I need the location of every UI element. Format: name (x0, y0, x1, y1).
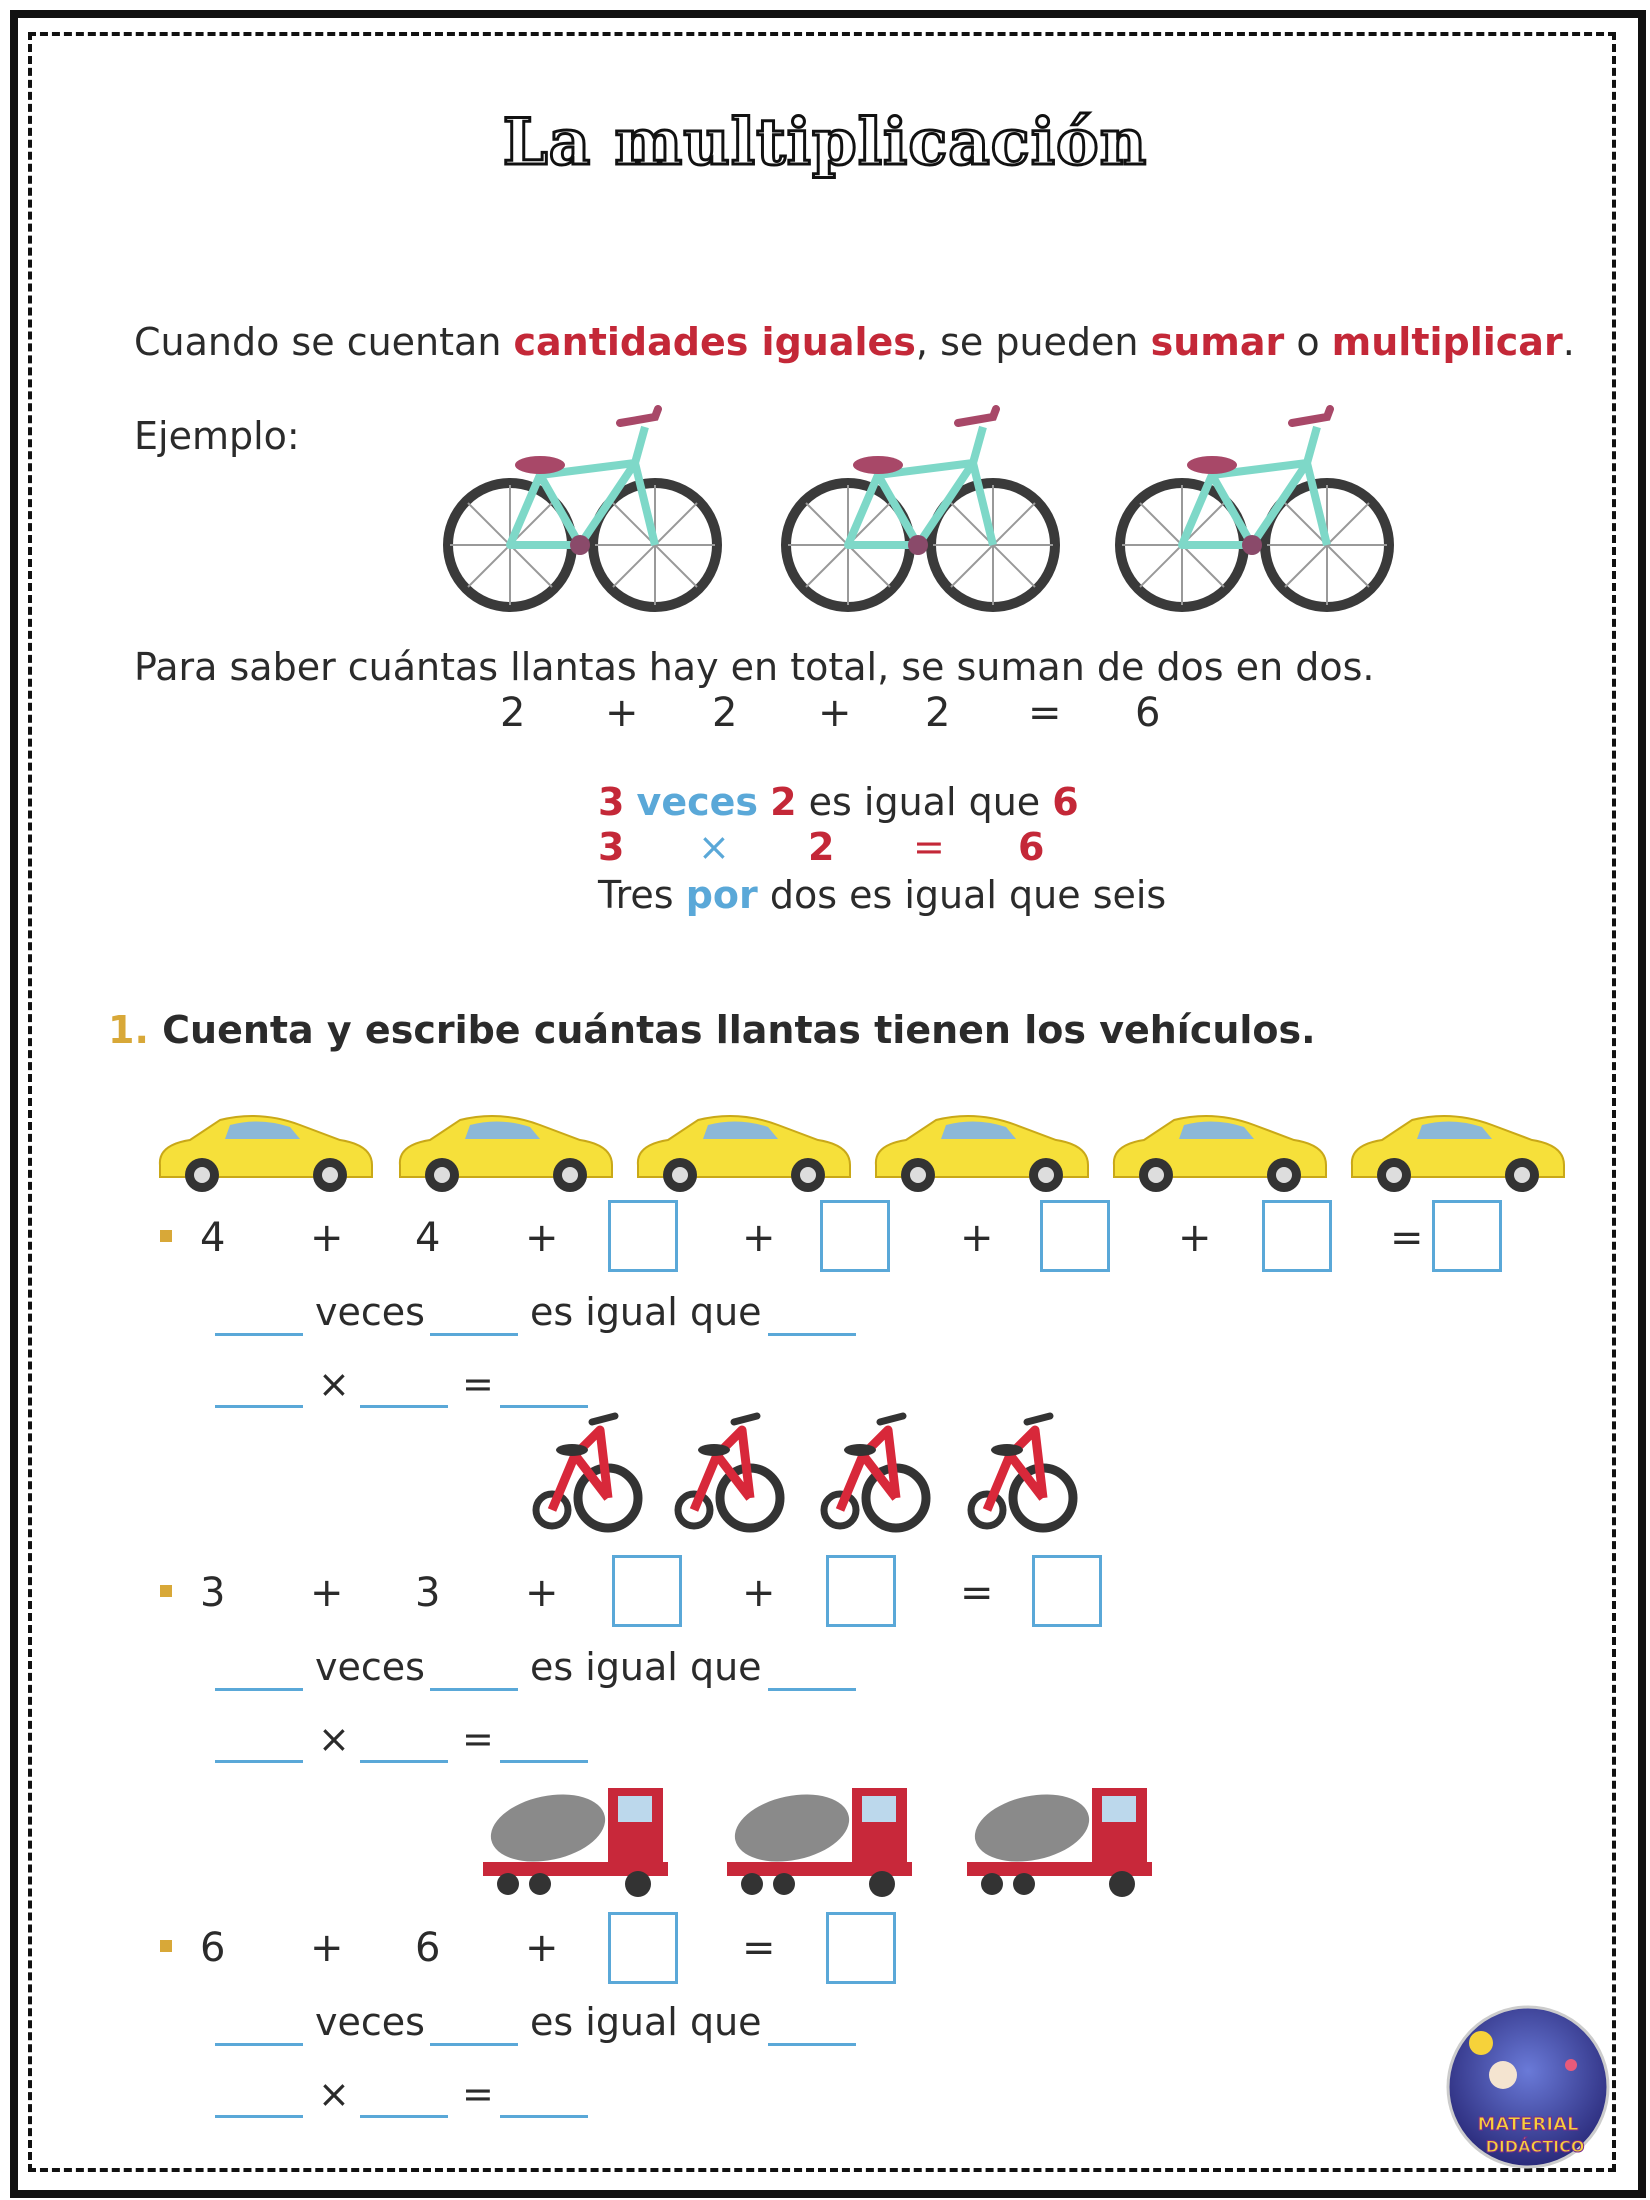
plus-sign: + (525, 1570, 559, 1616)
plus-sign: + (310, 1925, 344, 1971)
answer-box[interactable] (826, 1912, 896, 1984)
car-illustration (628, 1105, 858, 1195)
answer-blank[interactable] (768, 1688, 856, 1691)
sum-term: 2 (712, 690, 738, 736)
answer-blank[interactable] (215, 1333, 303, 1336)
car-illustration (1342, 1105, 1572, 1195)
answer-box[interactable] (612, 1555, 682, 1627)
plus-sign: + (310, 1215, 344, 1261)
plus-sign: + (818, 690, 852, 736)
example-label: Ejemplo: (134, 414, 300, 458)
equals-sign: = (462, 2072, 494, 2116)
answer-blank[interactable] (768, 2043, 856, 2046)
plus-sign: + (605, 690, 639, 736)
equals-sign: = (742, 1925, 776, 1971)
addend: 6 (415, 1925, 441, 1971)
es-igual-que-label: es igual que (530, 1645, 762, 1689)
material-didactico-logo (1443, 2005, 1613, 2170)
car-illustration (1104, 1105, 1334, 1195)
answer-box[interactable] (1032, 1555, 1102, 1627)
exercise-instruction: 1. Cuenta y escribe cuántas llantas tienen los vehículos. (108, 1008, 1316, 1052)
bullet-marker (160, 1940, 172, 1952)
answer-blank[interactable] (215, 1688, 303, 1691)
tricycle-illustration (965, 1410, 1080, 1535)
cement-mixer-truck-illustration (478, 1780, 673, 1900)
car-illustration (150, 1105, 380, 1195)
plus-sign: + (310, 1570, 344, 1616)
answer-blank[interactable] (500, 1405, 588, 1408)
example-sentence: Para saber cuántas llantas hay en total, se suman de dos en dos. (134, 645, 1375, 689)
addend: 6 (200, 1925, 226, 1971)
plus-sign: + (1178, 1215, 1212, 1261)
plus-sign: + (960, 1215, 994, 1261)
answer-blank[interactable] (430, 1333, 518, 1336)
sum-result: 6 (1135, 690, 1161, 736)
answer-blank[interactable] (215, 1760, 303, 1763)
bullet-marker (160, 1585, 172, 1597)
answer-blank[interactable] (430, 2043, 518, 2046)
logo-text: DIDÁCTICO (1485, 2137, 1585, 2156)
sum-term: 2 (500, 690, 526, 736)
answer-box[interactable] (608, 1200, 678, 1272)
addend: 4 (200, 1215, 226, 1261)
equals-sign: = (1390, 1215, 1424, 1261)
intro-sentence: Cuando se cuentan cantidades iguales, se pueden sumar o multiplicar. (134, 320, 1575, 364)
equals-sign: = (960, 1570, 994, 1616)
answer-blank[interactable] (500, 2115, 588, 2118)
car-illustration (866, 1105, 1096, 1195)
bicycle-illustration (1112, 405, 1402, 615)
equals-sign: = (462, 1717, 494, 1761)
addend: 3 (200, 1570, 226, 1616)
answer-blank[interactable] (360, 2115, 448, 2118)
cement-mixer-truck-illustration (962, 1780, 1157, 1900)
car-illustration (390, 1105, 620, 1195)
tricycle-illustration (818, 1410, 933, 1535)
es-igual-que-label: es igual que (530, 2000, 762, 2044)
plus-sign: + (742, 1570, 776, 1616)
tricycle-illustration (530, 1410, 645, 1535)
cement-mixer-truck-illustration (722, 1780, 917, 1900)
answer-blank[interactable] (215, 2115, 303, 2118)
times-sign: × (318, 2072, 350, 2116)
answer-blank[interactable] (360, 1405, 448, 1408)
equals-sign: = (462, 1362, 494, 1406)
tricycle-illustration (672, 1410, 787, 1535)
answer-box[interactable] (1040, 1200, 1110, 1272)
answer-box[interactable] (826, 1555, 896, 1627)
addend: 4 (415, 1215, 441, 1261)
answer-box[interactable] (1432, 1200, 1502, 1272)
answer-blank[interactable] (430, 1688, 518, 1691)
veces-label: veces (315, 1290, 425, 1334)
equals-sign: = (1028, 690, 1062, 736)
addend: 3 (415, 1570, 441, 1616)
plus-sign: + (525, 1215, 559, 1261)
bicycle-illustration (440, 405, 730, 615)
example-words-line: Tres por dos es igual que seis (598, 873, 1167, 917)
answer-box[interactable] (608, 1912, 678, 1984)
answer-box[interactable] (820, 1200, 890, 1272)
veces-label: veces (315, 2000, 425, 2044)
es-igual-que-label: es igual que (530, 1290, 762, 1334)
times-sign: × (318, 1717, 350, 1761)
page-title: La multiplicación (502, 105, 1148, 180)
example-veces-line: 3 veces 2 es igual que 6 (598, 780, 1079, 824)
answer-blank[interactable] (500, 1760, 588, 1763)
times-sign: × (318, 1362, 350, 1406)
veces-label: veces (315, 1645, 425, 1689)
answer-blank[interactable] (215, 2043, 303, 2046)
answer-blank[interactable] (768, 1333, 856, 1336)
plus-sign: + (525, 1925, 559, 1971)
sum-term: 2 (925, 690, 951, 736)
answer-blank[interactable] (360, 1760, 448, 1763)
answer-blank[interactable] (215, 1405, 303, 1408)
answer-box[interactable] (1262, 1200, 1332, 1272)
logo-text: MATERIAL (1477, 2114, 1579, 2135)
plus-sign: + (742, 1215, 776, 1261)
bicycle-illustration (778, 405, 1068, 615)
bullet-marker (160, 1230, 172, 1242)
